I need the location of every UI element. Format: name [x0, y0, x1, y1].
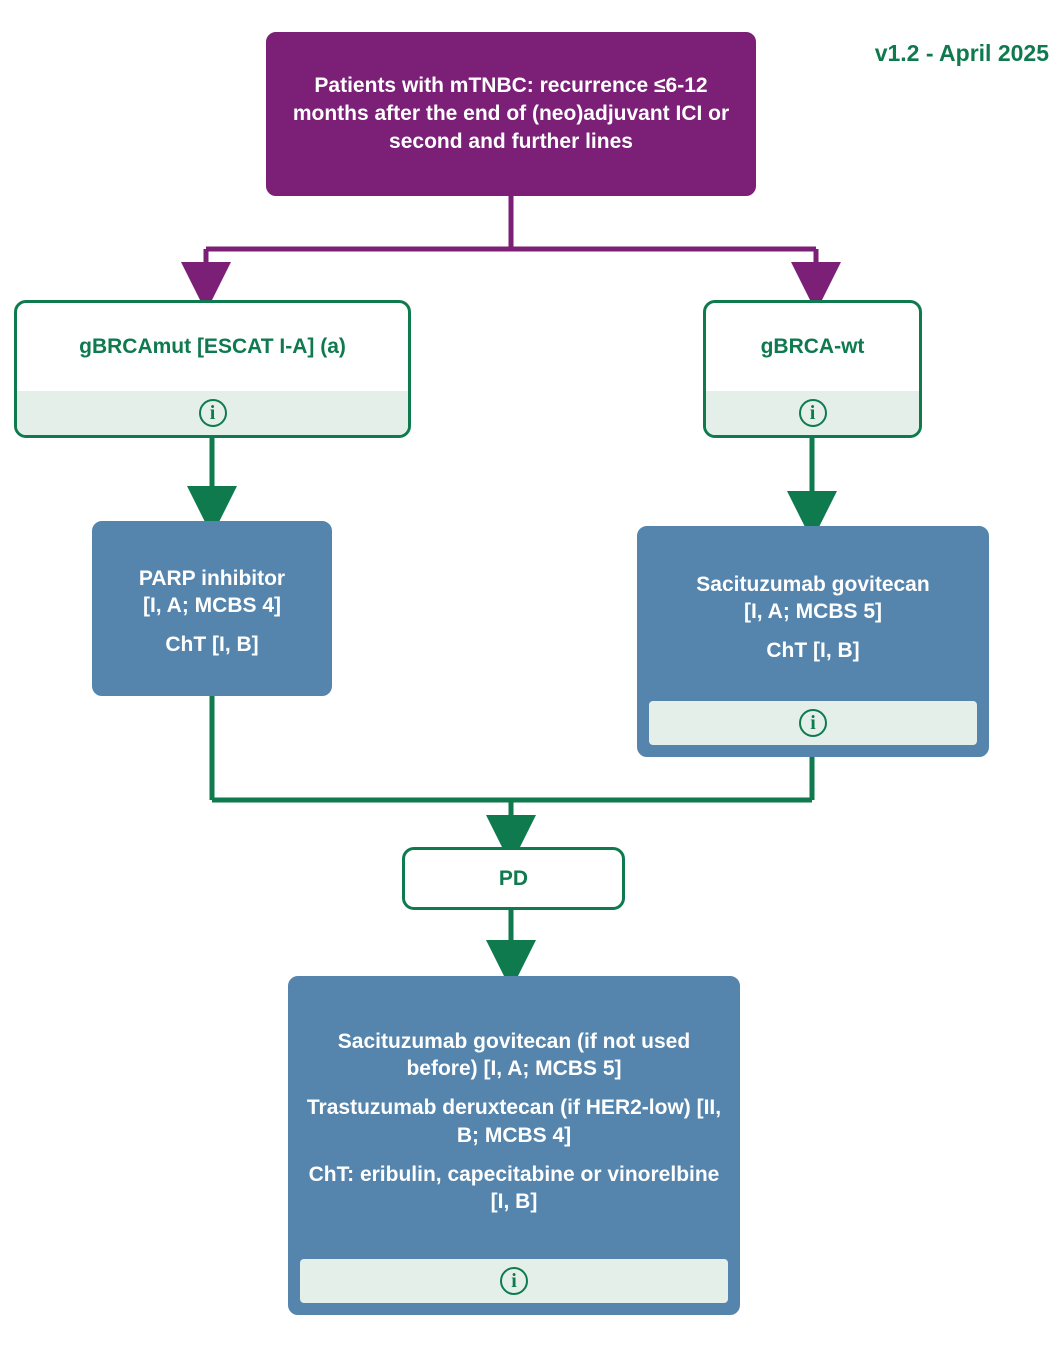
- sacituzumab-line2-text: [I, A; MCBS 5]: [743, 599, 883, 623]
- node-parp-branch-label-area: [94, 529, 330, 694]
- node-post-pd-options[interactable]: [288, 976, 740, 1315]
- node-population-text: Patients with mTNBC: recurrence ≤6-12 months after the end of (neo)adjuvant ICI or second and further lines: [292, 74, 730, 153]
- node-sacituzumab-branch-line3: ChT [I, B]: [766, 639, 860, 663]
- node-sacituzumab-branch[interactable]: [637, 526, 989, 757]
- info-icon[interactable]: i: [799, 709, 827, 737]
- node-gbrca-mut[interactable]: [14, 300, 411, 438]
- node-gbrca-wt[interactable]: [703, 300, 922, 438]
- node-pd[interactable]: [402, 847, 625, 910]
- post-pd-option-3: ChT: eribulin, capecitabine or vinorelbine [I, B]: [308, 1162, 720, 1214]
- post-pd-option-1: Sacituzumab govitecan (if not used before) [I, A; MCBS 5]: [337, 1029, 691, 1080]
- node-gbrca-mut-title: gBRCAmut [ESCAT I-A] (a): [79, 335, 346, 359]
- info-strip-gbrca-mut[interactable]: [17, 391, 408, 435]
- node-population[interactable]: [266, 32, 756, 196]
- info-icon[interactable]: i: [199, 399, 227, 427]
- node-pd-label-area: [405, 850, 622, 907]
- node-parp-branch[interactable]: [92, 521, 332, 696]
- parp-line2-text: [I, A; MCBS 4]: [142, 593, 282, 617]
- version-label: v1.2 - April 2025: [874, 40, 1049, 66]
- info-icon[interactable]: i: [500, 1267, 528, 1295]
- node-parp-branch-line3: ChT [I, B]: [165, 633, 259, 657]
- node-gbrca-mut-label-area: [17, 303, 408, 391]
- node-sacituzumab-branch-label-area: [639, 534, 987, 701]
- sacituzumab-line1-text: Sacituzumab govitecan: [696, 572, 930, 596]
- info-strip-sacituzumab-branch[interactable]: [649, 701, 977, 745]
- node-gbrca-wt-label-area: [706, 303, 919, 391]
- node-pd-title: PD: [498, 866, 529, 890]
- node-sacituzumab-branch-line1: [696, 571, 929, 632]
- info-strip-post-pd[interactable]: [300, 1259, 728, 1303]
- info-strip-gbrca-wt[interactable]: [706, 391, 919, 435]
- node-parp-branch-line1: [139, 565, 285, 626]
- parp-line1-text: PARP inhibitor: [138, 566, 286, 590]
- info-icon[interactable]: i: [799, 399, 827, 427]
- node-gbrca-wt-title: gBRCA-wt: [760, 335, 865, 359]
- post-pd-option-2: Trastuzumab deruxtecan (if HER2-low) [II, B; MCBS 4]: [306, 1096, 722, 1147]
- node-post-pd-label-area: [290, 984, 738, 1259]
